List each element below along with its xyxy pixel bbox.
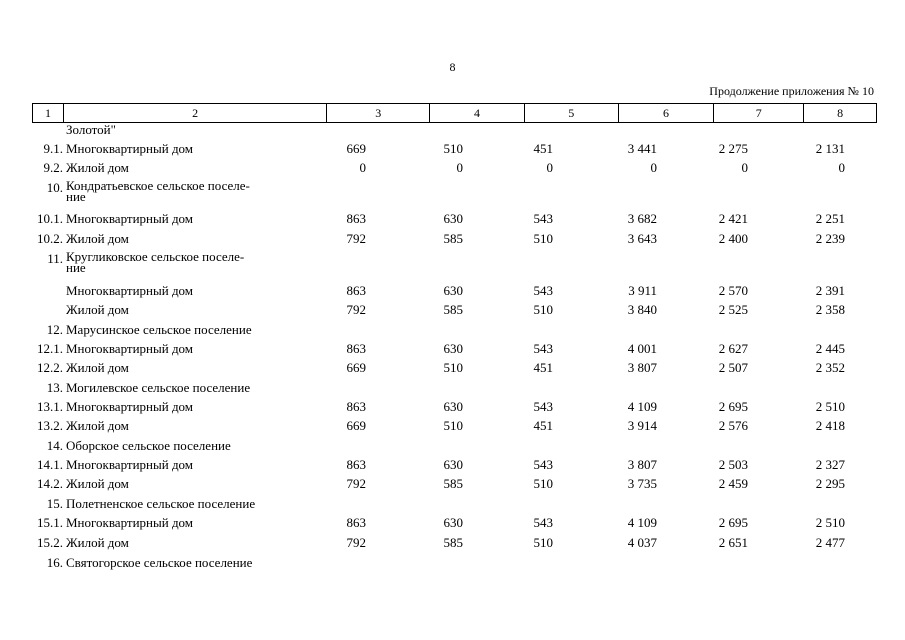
row-value-col-8: 2 251	[815, 211, 845, 226]
row-value-col-5: 543	[533, 341, 553, 356]
row-value-col-7: 2 525	[718, 302, 748, 317]
table-row	[0, 457, 905, 475]
row-value-col-6: 0	[650, 160, 657, 175]
row-value-col-6: 3 682	[627, 211, 657, 226]
row-name-line-2: ние	[66, 260, 86, 275]
row-value-col-8: 2 239	[815, 231, 845, 246]
row-value-col-3: 669	[346, 360, 366, 375]
row-value-col-6: 3 735	[627, 476, 657, 491]
table-row	[0, 283, 905, 301]
row-value-col-8: 2 352	[815, 360, 845, 375]
row-name-line-2: ние	[66, 189, 86, 204]
row-name: Святогорское сельское поселение	[66, 555, 253, 570]
row-value-col-6: 3 807	[627, 360, 657, 375]
row-number: 14.1.	[37, 457, 63, 472]
row-value-col-7: 2 275	[718, 141, 748, 156]
row-value-col-7: 2 459	[718, 476, 748, 491]
row-name: Золотой"	[66, 122, 116, 137]
row-number: 11.	[47, 251, 63, 266]
table-row	[0, 535, 905, 553]
row-value-col-5: 510	[533, 535, 553, 550]
row-value-col-3: 863	[346, 283, 366, 298]
row-value-col-3: 863	[346, 399, 366, 414]
row-value-col-6: 3 807	[627, 457, 657, 472]
row-value-col-8: 2 510	[815, 515, 845, 530]
row-name: Жилой дом	[66, 418, 129, 433]
row-value-col-6: 3 643	[627, 231, 657, 246]
row-value-col-6: 3 911	[628, 283, 657, 298]
row-value-col-4: 585	[443, 231, 463, 246]
row-number: 10.2.	[37, 231, 63, 246]
row-value-col-5: 543	[533, 457, 553, 472]
row-value-col-7: 2 695	[718, 399, 748, 414]
row-value-col-4: 510	[443, 141, 463, 156]
table-row	[0, 515, 905, 533]
table-row	[0, 418, 905, 436]
row-number: 16.	[46, 555, 63, 570]
row-number: 15.	[46, 496, 63, 511]
header-col-2: 2	[64, 104, 327, 122]
row-name: Жилой дом	[66, 535, 129, 550]
table-row	[0, 141, 905, 159]
row-value-col-8: 2 477	[815, 535, 845, 550]
row-number: 9.1.	[43, 141, 63, 156]
row-value-col-4: 630	[443, 341, 463, 356]
header-col-5: 5	[525, 104, 619, 122]
row-value-col-7: 2 570	[718, 283, 748, 298]
row-name	[66, 251, 244, 273]
row-name: Многоквартирный дом	[66, 399, 194, 414]
row-value-col-3: 0	[359, 160, 366, 175]
row-value-col-8: 2 418	[815, 418, 845, 433]
row-value-col-8: 2 391	[815, 283, 845, 298]
row-value-col-3: 863	[346, 341, 366, 356]
row-value-col-3: 792	[346, 231, 366, 246]
row-value-col-5: 451	[533, 360, 553, 375]
row-value-col-3: 669	[346, 418, 366, 433]
row-value-col-4: 510	[443, 360, 463, 375]
row-value-col-5: 451	[533, 418, 553, 433]
row-name: Многоквартирный дом	[66, 515, 194, 530]
row-name: Жилой дом	[66, 360, 129, 375]
row-name: Могилевское сельское поселение	[66, 380, 251, 395]
table-row	[0, 322, 905, 340]
header-col-4: 4	[430, 104, 525, 122]
row-value-col-4: 630	[443, 515, 463, 530]
table-row	[0, 249, 905, 275]
row-value-col-5: 510	[533, 476, 553, 491]
row-value-col-7: 2 576	[718, 418, 748, 433]
row-name-line-1: Кругликовское сельское поселе-	[66, 249, 245, 264]
row-number: 15.2.	[37, 535, 63, 550]
row-value-col-3: 863	[346, 515, 366, 530]
row-name: Оборское сельское поселение	[66, 438, 231, 453]
row-value-col-4: 585	[443, 476, 463, 491]
row-value-col-7: 2 503	[718, 457, 748, 472]
row-value-col-4: 630	[443, 211, 463, 226]
row-name: Многоквартирный дом	[66, 457, 194, 472]
row-name: Многоквартирный дом	[66, 141, 194, 156]
table-row	[0, 160, 905, 178]
row-value-col-6: 3 840	[627, 302, 657, 317]
table-row	[0, 178, 905, 204]
row-number: 14.	[46, 438, 63, 453]
row-number: 13.1.	[37, 399, 63, 414]
table-row	[0, 341, 905, 359]
row-value-col-6: 4 001	[627, 341, 657, 356]
table-row	[0, 231, 905, 249]
row-value-col-8: 2 510	[815, 399, 845, 414]
row-value-col-5: 0	[546, 160, 553, 175]
row-name	[66, 180, 250, 202]
row-value-col-4: 0	[456, 160, 463, 175]
header-col-3: 3	[327, 104, 430, 122]
row-number: 10.1.	[37, 211, 63, 226]
appendix-continuation-note: Продолжение приложения № 10	[709, 84, 874, 98]
row-value-col-3: 792	[346, 535, 366, 550]
table-row	[0, 380, 905, 398]
row-name: Полетненское сельское поселение	[66, 496, 256, 511]
row-value-col-7: 2 400	[718, 231, 748, 246]
table-row	[0, 555, 905, 573]
row-value-col-8: 0	[838, 160, 845, 175]
row-number: 10.	[46, 180, 63, 195]
row-value-col-6: 3 914	[627, 418, 657, 433]
table-row	[0, 302, 905, 320]
table-row	[0, 360, 905, 378]
row-number: 13.2.	[37, 418, 63, 433]
row-value-col-7: 2 695	[718, 515, 748, 530]
row-value-col-8: 2 358	[815, 302, 845, 317]
row-value-col-6: 4 037	[627, 535, 657, 550]
row-number: 12.2.	[37, 360, 63, 375]
row-value-col-5: 451	[533, 141, 553, 156]
row-number: 14.2.	[37, 476, 63, 491]
row-value-col-3: 792	[346, 476, 366, 491]
row-number: 9.2.	[43, 160, 63, 175]
row-value-col-5: 543	[533, 515, 553, 530]
row-value-col-7: 2 651	[718, 535, 748, 550]
row-name: Жилой дом	[66, 160, 129, 175]
row-value-col-5: 543	[533, 283, 553, 298]
row-value-col-3: 863	[346, 211, 366, 226]
row-name: Многоквартирный дом	[66, 341, 194, 356]
row-name-line-1: Кондратьевское сельское поселе-	[66, 178, 250, 193]
row-value-col-4: 585	[443, 302, 463, 317]
table-row	[0, 399, 905, 417]
row-value-col-7: 0	[741, 160, 748, 175]
header-col-8: 8	[837, 106, 844, 120]
row-value-col-4: 585	[443, 535, 463, 550]
row-value-col-5: 543	[533, 211, 553, 226]
row-value-col-8: 2 445	[815, 341, 845, 356]
row-number: 15.1.	[37, 515, 63, 530]
row-value-col-7: 2 421	[718, 211, 748, 226]
table-row	[0, 496, 905, 514]
row-value-col-4: 510	[443, 418, 463, 433]
row-name: Жилой дом	[66, 476, 129, 491]
table-row	[0, 438, 905, 456]
row-value-col-6: 4 109	[627, 399, 657, 414]
row-number: 12.1.	[37, 341, 63, 356]
row-name: Жилой дом	[66, 231, 129, 246]
row-value-col-5: 510	[533, 302, 553, 317]
row-value-col-7: 2 507	[718, 360, 748, 375]
header-col-7: 7	[714, 104, 804, 122]
row-name: Жилой дом	[66, 302, 129, 317]
row-value-col-6: 4 109	[627, 515, 657, 530]
table-row	[0, 211, 905, 229]
row-value-col-4: 630	[443, 399, 463, 414]
header-col-1: 1	[33, 104, 64, 122]
row-name: Многоквартирный дом	[66, 211, 194, 226]
page-number: 8	[449, 60, 456, 74]
row-number: 13.	[46, 380, 63, 395]
row-name: Многоквартирный дом	[66, 283, 194, 298]
row-value-col-3: 792	[346, 302, 366, 317]
row-value-col-7: 2 627	[718, 341, 748, 356]
row-value-col-8: 2 131	[815, 141, 845, 156]
row-value-col-4: 630	[443, 283, 463, 298]
row-value-col-6: 3 441	[627, 141, 657, 156]
row-value-col-5: 510	[533, 231, 553, 246]
row-name: Марусинское сельское поселение	[66, 322, 252, 337]
table-row	[0, 122, 905, 140]
row-value-col-3: 863	[346, 457, 366, 472]
row-value-col-3: 669	[346, 141, 366, 156]
row-value-col-8: 2 295	[815, 476, 845, 491]
row-number: 12.	[46, 322, 63, 337]
row-value-col-8: 2 327	[815, 457, 845, 472]
table-row	[0, 476, 905, 494]
row-value-col-4: 630	[443, 457, 463, 472]
header-col-6: 6	[619, 104, 715, 122]
row-value-col-5: 543	[533, 399, 553, 414]
